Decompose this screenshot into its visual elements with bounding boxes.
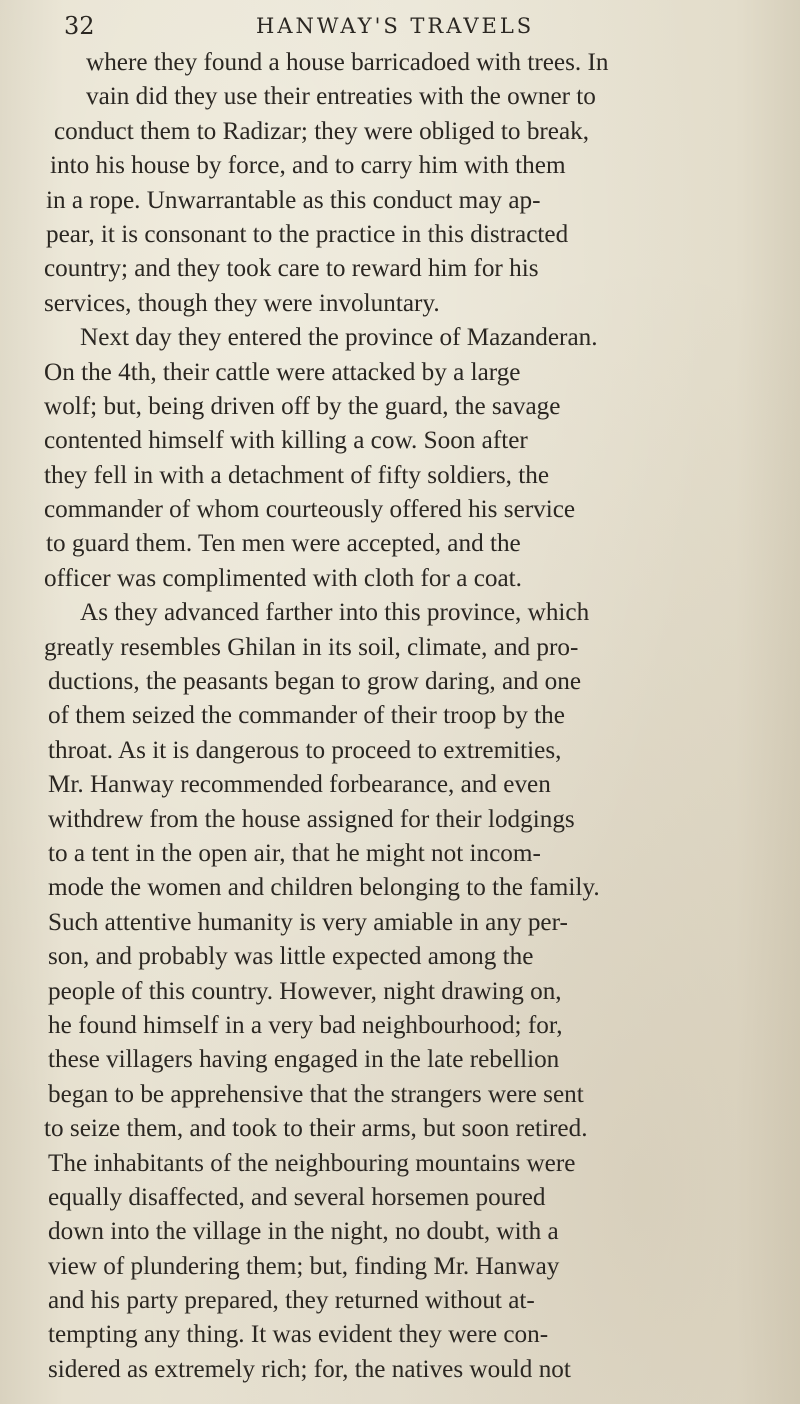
- page-header: [64, 6, 764, 46]
- text-line: conduct them to Radizar; they were obliged to break,: [54, 117, 590, 145]
- text-line: As they advanced farther into this province, which: [80, 599, 590, 627]
- text-line: vain did they use their entreaties with the owner to: [86, 83, 596, 111]
- text-line: view of plundering them; but, finding Mr. Hanway: [48, 1252, 560, 1280]
- text-line: services, though they were involuntary.: [44, 289, 440, 317]
- text-line: tempting any thing. It was evident they were con-: [48, 1321, 549, 1349]
- text-line: ductions, the peasants began to grow daring, and one: [48, 668, 581, 696]
- text-line: equally disaffected, and several horsemen poured: [48, 1183, 546, 1211]
- text-line: On the 4th, their cattle were attacked by a large: [44, 358, 521, 386]
- text-line: down into the village in the night, no doubt, with a: [48, 1218, 559, 1246]
- text-line: of them seized the commander of their troop by the: [48, 702, 565, 730]
- text-line: these villagers having engaged in the late rebellion: [48, 1046, 560, 1074]
- text-line: withdrew from the house assigned for their lodgings: [48, 805, 575, 833]
- text-line: he found himself in a very bad neighbourhood; for,: [48, 1011, 563, 1039]
- page-number: 32: [64, 12, 95, 40]
- text-line: throat. As it is dangerous to proceed to extremities,: [48, 736, 562, 764]
- text-line: where they found a house barricadoed with trees. In: [86, 49, 609, 76]
- text-line: they fell in with a detachment of fifty soldiers, the: [44, 461, 550, 489]
- text-line: son, and probably was little expected among the: [48, 943, 534, 971]
- text-line: commander of whom courteously offered his service: [44, 496, 576, 524]
- text-line: mode the women and children belonging to the family.: [48, 874, 600, 902]
- text-line: in a rope. Unwarrantable as this conduct may ap-: [46, 186, 541, 214]
- text-line: to guard them. Ten men were accepted, and the: [46, 530, 521, 558]
- text-line: Mr. Hanway recommended forbearance, and even: [48, 771, 551, 799]
- text-line: The inhabitants of the neighbouring mountains were: [48, 1149, 576, 1177]
- text-line: Such attentive humanity is very amiable in any per-: [48, 908, 568, 936]
- text-line: to a tent in the open air, that he might not incom-: [48, 839, 541, 867]
- text-line: greatly resembles Ghilan in its soil, climate, and pro-: [44, 633, 579, 661]
- text-line: officer was complimented with cloth for a coat.: [44, 564, 522, 592]
- text-line: wolf; but, being driven off by the guard, the savage: [44, 392, 561, 420]
- text-line: Next day they entered the province of Mazanderan.: [80, 324, 598, 352]
- text-line: pear, it is consonant to the practice in this distracted: [46, 220, 569, 248]
- text-line: people of this country. However, night drawing on,: [48, 977, 562, 1005]
- text-line: and his party prepared, they returned without at-: [48, 1287, 535, 1315]
- text-line: into his house by force, and to carry him with them: [50, 152, 566, 180]
- text-line: began to be apprehensive that the strangers were sent: [48, 1080, 584, 1108]
- running-title: HANWAY'S TRAVELS: [256, 14, 535, 38]
- body-text: [40, 46, 770, 1387]
- text-line: to seize them, and took to their arms, but soon retired.: [44, 1115, 588, 1143]
- text-line: country; and they took care to reward him for his: [44, 255, 539, 283]
- text-line: contented himself with killing a cow. Soon after: [44, 427, 528, 455]
- text-line: sidered as extremely rich; for, the natives would not: [48, 1355, 571, 1383]
